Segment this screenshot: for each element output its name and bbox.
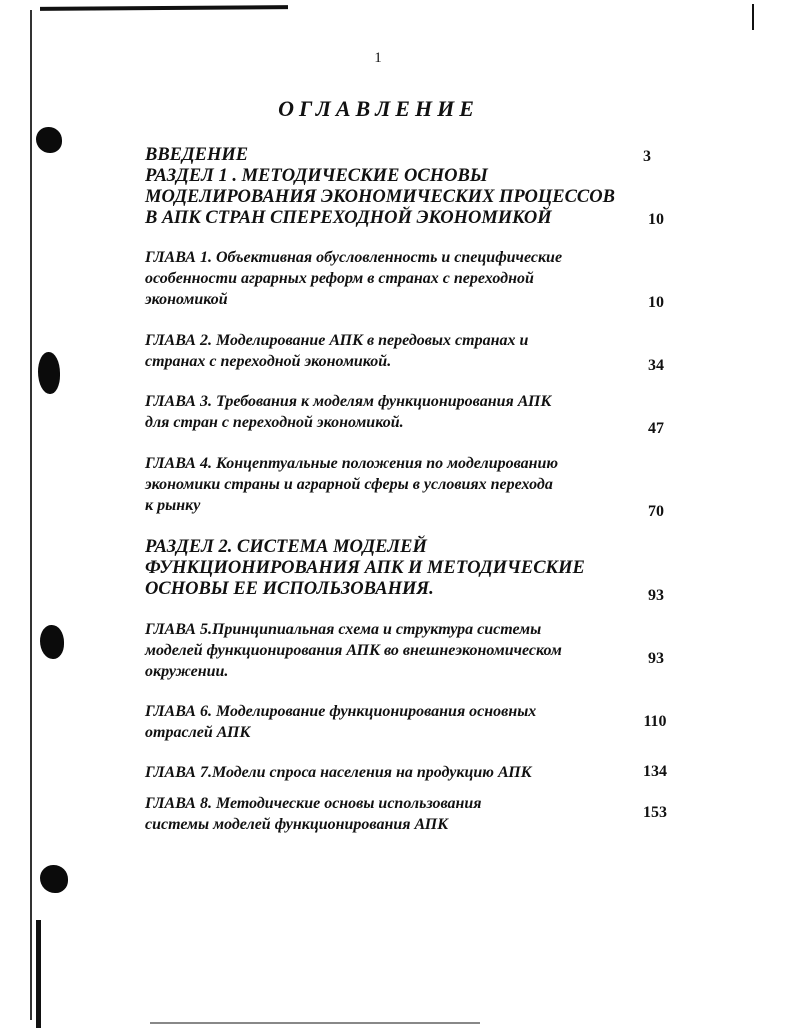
toc-entry-page: 110 <box>643 713 667 730</box>
toc-entry-page: 153 <box>643 804 667 821</box>
toc-entry-chapter-2 <box>145 330 623 372</box>
toc-entry-text: ГЛАВА 8. Методические основы использования системы моделей функционирования АПК <box>145 795 482 833</box>
toc-entry-section-1 <box>145 166 623 229</box>
toc-title: ОГЛАВЛЕНИЕ <box>278 96 479 121</box>
toc-entry-page: 10 <box>648 211 664 228</box>
binder-hole-2 <box>38 352 60 394</box>
toc-entry-page: 34 <box>648 357 664 374</box>
scan-edge-top <box>40 5 288 11</box>
toc-entry-chapter-5 <box>145 619 623 682</box>
toc-entry-page: 3 <box>643 148 651 165</box>
toc-entry-text: РАЗДЕЛ 2. СИСТЕМА МОДЕЛЕЙ ФУНКЦИОНИРОВАНИЯ АПК И МЕТОДИЧЕСКИЕ ОСНОВЫ ЕЕ ИСПОЛЬЗОВАНИЯ. <box>145 537 585 599</box>
toc-entry-text: ГЛАВА 2. Моделирование АПК в передовых странах и странах с переходной экономикой. <box>145 332 529 370</box>
toc-entry-chapter-1 <box>145 247 623 310</box>
scan-edge-bottom <box>150 1022 480 1024</box>
toc-entry-page: 10 <box>648 294 664 311</box>
toc-entry-page: 134 <box>643 763 667 780</box>
binder-hole-3 <box>40 625 64 659</box>
toc-entry-section-2 <box>145 537 623 600</box>
page-number: 1 <box>374 50 382 66</box>
toc-entry-chapter-7 <box>145 762 623 783</box>
toc-entry-page: 93 <box>648 650 664 667</box>
toc-entry-introduction <box>145 145 623 166</box>
toc-entry-text: ВВЕДЕНИЕ <box>145 145 249 165</box>
binder-hole-4 <box>40 865 68 893</box>
toc-entry-text: ГЛАВА 3. Требования к моделям функционирования АПК для стран с переходной экономикой. <box>145 393 552 431</box>
toc-entry-text: РАЗДЕЛ 1 . МЕТОДИЧЕСКИЕ ОСНОВЫ МОДЕЛИРОВАНИЯ ЭКОНОМИЧЕСКИХ ПРОЦЕССОВ В АПК СТРАН СПЕРЕХОДНОЙ ЭКОНОМИКОЙ <box>145 166 615 228</box>
scan-edge-left-bottom <box>36 920 41 1028</box>
toc-entry-text: ГЛАВА 1. Объективная обусловленность и специфические особенности аграрных реформ в странах с переходной экономикой <box>145 249 563 308</box>
toc-entry-text: ГЛАВА 7.Модели спроса населения на продукцию АПК <box>145 764 532 781</box>
scan-edge-right <box>752 4 754 30</box>
toc-entry-page: 47 <box>648 420 664 437</box>
toc-entry-chapter-3 <box>145 391 623 433</box>
scan-edge-left <box>30 10 32 1020</box>
toc-entry-page: 70 <box>648 503 664 520</box>
toc-entry-chapter-4 <box>145 453 623 516</box>
toc-entry-text: ГЛАВА 4. Концептуальные положения по моделированию экономики страны и аграрной сферы в условиях перехода к рынку <box>145 455 559 514</box>
toc-entry-chapter-8 <box>145 793 623 835</box>
toc-entry-chapter-6 <box>145 701 623 743</box>
toc-entry-text: ГЛАВА 6. Моделирование функционирования основных отраслей АПК <box>145 703 537 741</box>
toc-entry-page: 93 <box>648 587 664 604</box>
toc-entry-text: ГЛАВА 5.Принципиальная схема и структура системы моделей функционирования АПК во внешнеэкономическом окружении. <box>145 621 562 680</box>
binder-hole-1 <box>36 127 62 153</box>
